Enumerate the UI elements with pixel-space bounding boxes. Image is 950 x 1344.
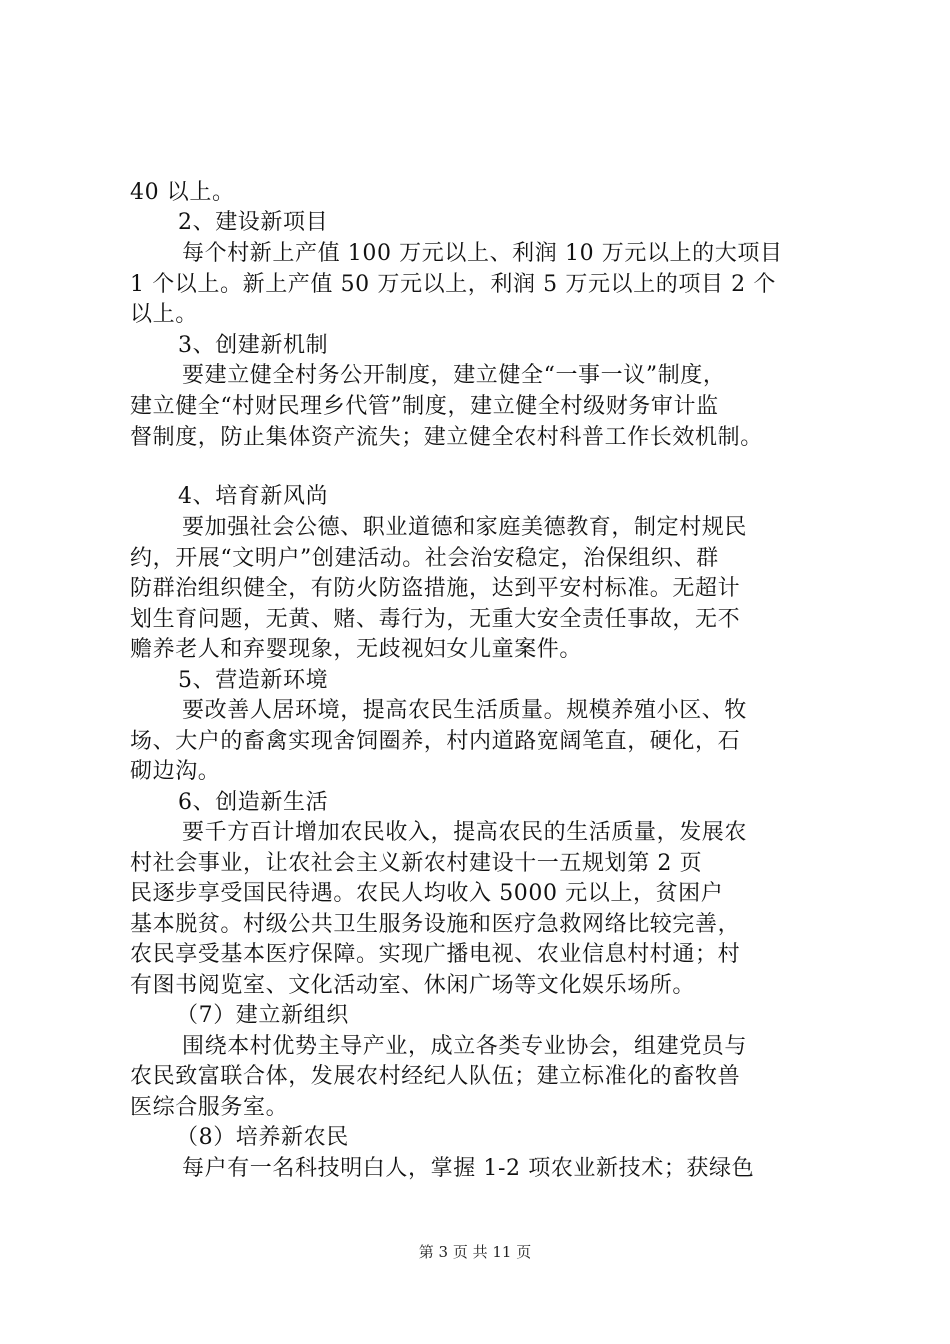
text-line: 1 个以上。新上产值 50 万元以上，利润 5 万元以上的项目 2 个 (130, 272, 776, 297)
section-heading: 4、培育新风尚 (178, 484, 329, 509)
section-heading: （7）建立新组织 (176, 1003, 349, 1028)
text-line: 基本脱贫。村级公共卫生服务设施和医疗急救网络比较完善， (130, 912, 741, 937)
section-heading: （8）培养新农民 (176, 1125, 349, 1150)
text-line: 督制度，防止集体资产流失；建立健全农村科普工作长效机制。 (130, 425, 763, 450)
text-line: 医综合服务室。 (130, 1095, 289, 1120)
text-line: 村社会事业，让农社会主义新农村建设十一五规划第 2 页 (130, 851, 703, 876)
text-line: 民逐步享受国民待遇。农民人均收入 5000 元以上，贫困户 (130, 881, 724, 906)
text-line: 约，开展“文明户”创建活动。社会治安稳定，治保组织、群 (130, 546, 719, 571)
paragraph-first-line: 要加强社会公德、职业道德和家庭美德教育，制定村规民 (182, 515, 748, 540)
section-heading: 3、创建新机制 (178, 333, 329, 358)
section-heading: 6、创造新生活 (178, 790, 329, 815)
text-line: 防群治组织健全，有防火防盗措施，达到平安村标准。无超计 (130, 576, 741, 601)
paragraph-first-line: 围绕本村优势主导产业，成立各类专业协会，组建党员与 (182, 1034, 748, 1059)
text-line: 建立健全“村财民理乡代管”制度，建立健全村级财务审计监 (130, 394, 719, 419)
text-line: 农民致富联合体，发展农村经纪人队伍；建立标准化的畜牧兽 (130, 1064, 741, 1089)
text-line: 砌边沟。 (130, 759, 221, 784)
paragraph-first-line: 要建立健全村务公开制度，建立健全“一事一议”制度， (182, 363, 726, 388)
text-line: 划生育问题，无黄、赌、毒行为，无重大安全责任事故，无不 (130, 607, 741, 632)
text-line: 场、大户的畜禽实现舍饲圈养，村内道路宽阔笔直，硬化，石 (130, 729, 741, 754)
text-line: 赡养老人和弃婴现象，无歧视妇女儿童案件。 (130, 637, 583, 662)
section-heading: 2、建设新项目 (178, 210, 329, 235)
section-heading: 5、营造新环境 (178, 668, 329, 693)
text-line: 有图书阅览室、文化活动室、休闲广场等文化娱乐场所。 (130, 973, 696, 998)
paragraph-first-line: 要改善人居环境，提高农民生活质量。规模养殖小区、牧 (182, 698, 748, 723)
text-line: 以上。 (130, 302, 198, 327)
page-footer: 第 3 页 共 11 页 (418, 1243, 532, 1261)
text-line: 40 以上。 (130, 180, 235, 205)
paragraph-first-line: 每户有一名科技明白人，掌握 1-2 项农业新技术；获绿色 (182, 1156, 755, 1181)
paragraph-first-line: 要千方百计增加农民收入，提高农民的生活质量，发展农 (182, 820, 748, 845)
paragraph-first-line: 每个村新上产值 100 万元以上、利润 10 万元以上的大项目 (182, 241, 783, 266)
text-line: 农民享受基本医疗保障。实现广播电视、农业信息村村通；村 (130, 942, 741, 967)
